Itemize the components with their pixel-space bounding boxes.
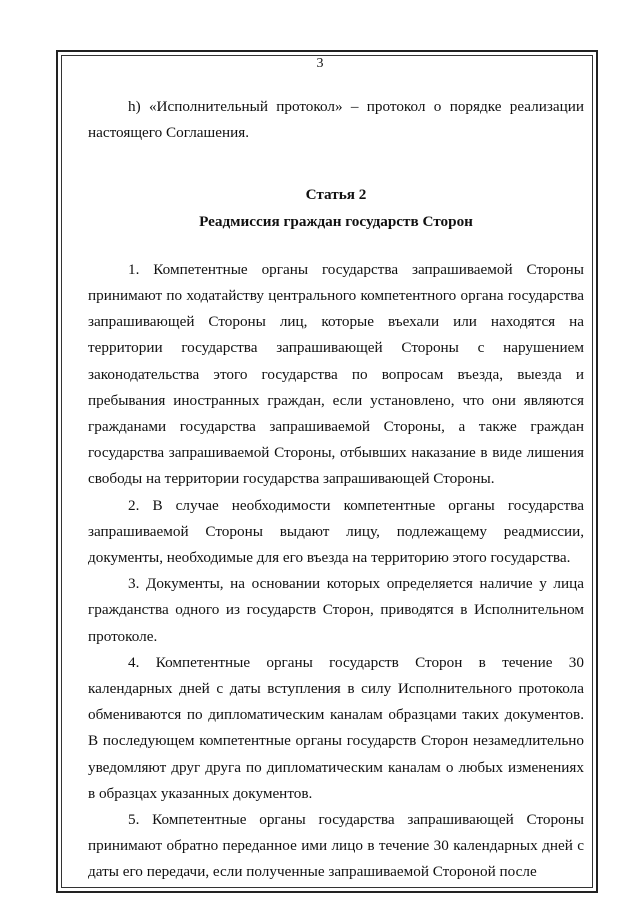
paragraph-5: 5. Компетентные органы государства запрашивающей Стороны принимают обратно переданное ими лицо в течение 30 календарных дней с даты его передачи, если полученные запрашиваемой Стороной после bbox=[88, 811, 584, 881]
article-subtitle: Реадмиссия граждан государств Сторон bbox=[199, 212, 473, 230]
paragraph-1: 1. Компетентные органы государства запрашиваемой Стороны принимают по ходатайству центрального компетентного органа государства запрашивающей Стороны лиц, которые въехали или находятся на территории государства запрашивающей Стороны с нарушением законодательства этого государства по вопросам въезда, выезда и пребывания иностранных граждан, если установлено, что они являются гражданами государства запрашиваемой Стороны, а также граждан государства запрашиваемой Стороны, отбывших наказание в виде лишения свободы на территории государства запрашивающей Стороны. bbox=[88, 260, 584, 488]
page-number: 3 bbox=[316, 56, 324, 71]
definition-item-h: h) «Исполнительный протокол» – протокол о порядке реализации настоящего Соглашения. bbox=[88, 98, 584, 142]
article-title: Статья 2 bbox=[305, 186, 367, 204]
document-body bbox=[88, 94, 584, 886]
paragraph-3: 3. Документы, на основании которых определяется наличие у лица гражданства одного из государств Сторон, приводятся в Исполнительном протоколе. bbox=[88, 575, 584, 645]
paragraph-2: 2. В случае необходимости компетентные органы государства запрашиваемой Стороны выдают лицу, подлежащему реадмиссии, документы, необходимые для его въезда на территорию этого государства. bbox=[88, 496, 584, 567]
paragraph-4: 4. Компетентные органы государств Сторон в течение 30 календарных дней с даты вступления в силу Исполнительного протокола обмениваются по дипломатическим каналам образцами таких документов. В последующем компетентные органы государств Сторон незамедлительно уведомляют друг друга по дипломатическим каналам о любых изменениях в образцах указанных документов. bbox=[88, 653, 584, 802]
